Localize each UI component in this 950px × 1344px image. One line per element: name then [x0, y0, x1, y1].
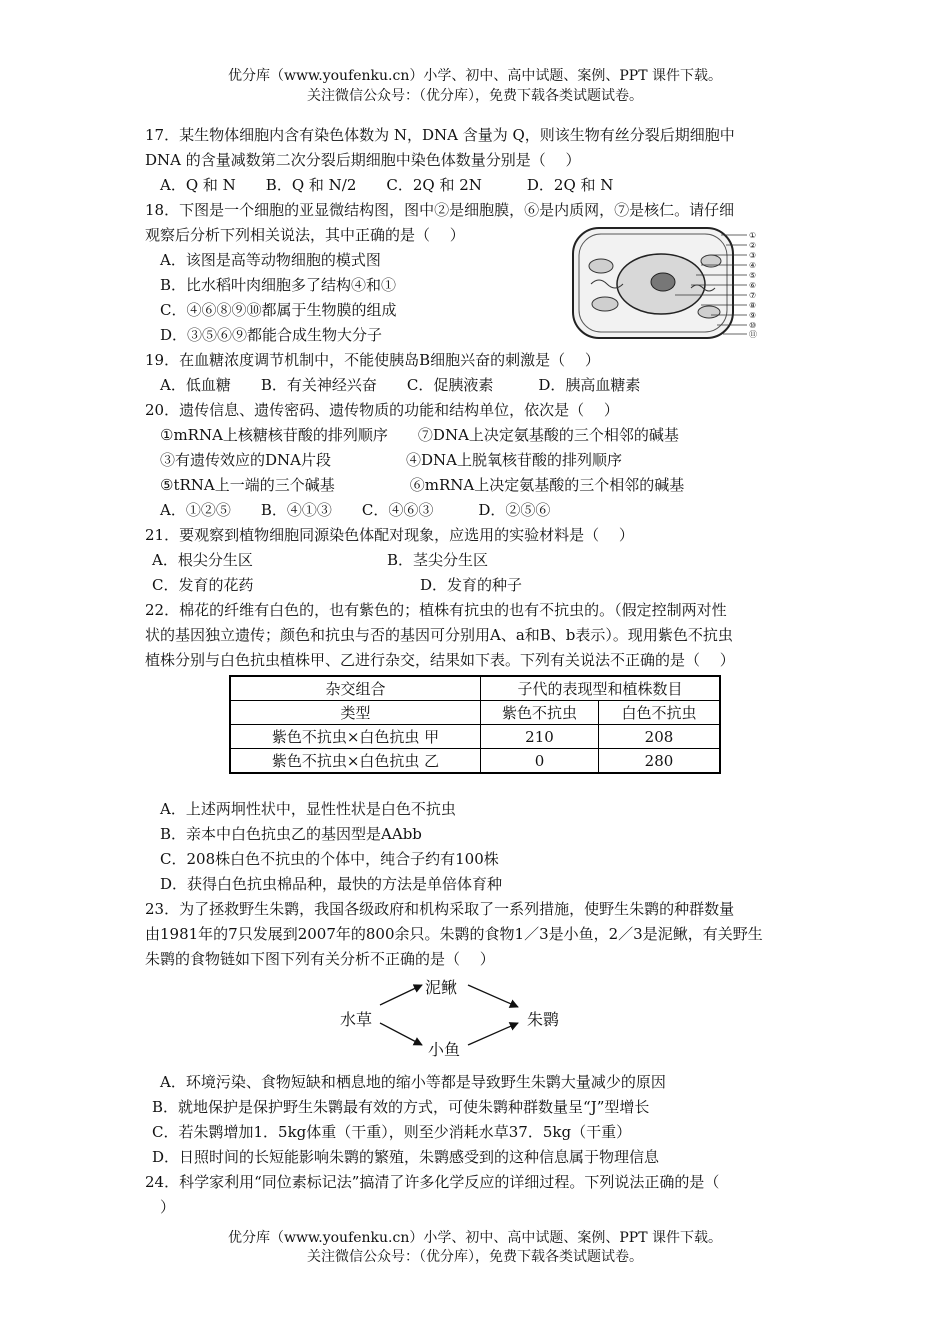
q22-stem-2: 状的基因独立遗传；颜色和抗虫与否的基因可分别用A、a和B、b表示）。现用紫色不抗虫 — [145, 626, 733, 644]
q17-stem-1: 17．某生物体细胞内含有染色体数为 N，DNA 含量为 Q，则该生物有丝分裂后期细胞中 — [145, 126, 735, 144]
q18-option-a: A．该图是高等动物细胞的模式图 — [160, 251, 381, 269]
footer-line-1: 优分库（www.youfenku.cn）小学、初中、高中试题、案例、PPT 课件下载。 — [227, 1230, 722, 1246]
q18-stem-1: 18．下图是一个细胞的亚显微结构图，图中②是细胞膜，⑥是内质网，⑦是核仁。请仔细 — [145, 201, 735, 219]
q20-item-2: ③有遗传效应的DNA片段 ④DNA上脱氧核苷酸的排列顺序 — [160, 451, 622, 469]
arrow-plant-to-loach — [380, 985, 422, 1005]
cell-ultrastructure-figure — [571, 226, 763, 342]
q20-options: A．①②⑤ B．④①③ C．④⑥③ D．②⑤⑥ — [160, 501, 551, 519]
q21-option-b: B．茎尖分生区 — [387, 551, 489, 569]
fig-label-9: ⑨ — [749, 311, 757, 320]
arrow-fish-to-ibis — [468, 1023, 518, 1045]
fig-label-7: ⑦ — [749, 291, 757, 300]
food-web-plant-label: 水草 — [340, 1010, 373, 1029]
q23-option-a: A．环境污染、食物短缺和栖息地的缩小等都是导致野生朱鹮大量减少的原因 — [160, 1073, 666, 1091]
q21-stem: 21．要观察到植物细胞同源染色体配对现象，应选用的实验材料是（ ） — [145, 526, 634, 544]
q24-stem-1: 24．科学家利用“同位素标记法”搞清了许多化学反应的详细过程。下列说法正确的是（ — [145, 1173, 720, 1191]
q17-stem-2: DNA 的含量减数第二次分裂后期细胞中染色体数量分别是（ ） — [145, 151, 581, 169]
table-row — [230, 725, 720, 749]
fig-label-8: ⑧ — [749, 301, 757, 310]
fig-label-1: ① — [749, 231, 757, 240]
fig-label-2: ② — [749, 241, 757, 250]
q20-item-3: ⑤tRNA上一端的三个碱基 ⑥mRNA上决定氨基酸的三个相邻的碱基 — [160, 476, 685, 494]
arrow-loach-to-ibis — [468, 985, 518, 1007]
table-header-cross: 杂交组合 — [230, 676, 481, 701]
table-cell-purple: 0 — [481, 749, 599, 774]
table-cell-cross: 紫色不抗虫×白色抗虫 甲 — [230, 725, 481, 749]
arrow-plant-to-fish — [380, 1023, 422, 1045]
q23-stem-2: 由1981年的7只发展到2007年的800余只。朱鹮的食物1／3是小鱼，2／3是泥鳅，有关野生 — [145, 925, 763, 943]
q19-stem: 19．在血糖浓度调节机制中，不能使胰岛B细胞兴奋的刺激是（ ） — [145, 351, 600, 369]
food-web-fish-label: 小鱼 — [428, 1040, 461, 1059]
q22-option-a: A．上述两坰性状中，显性性状是白色不抗虫 — [160, 800, 456, 818]
q23-option-c: C．若朱鹮增加1．5kg体重（干重），则至少消耗水草37．5kg（干重） — [152, 1123, 632, 1141]
q21-option-c: C．发育的花药 — [152, 576, 254, 594]
fig-label-4: ④ — [749, 261, 757, 270]
q23-option-d: D．日照时间的长短能影响朱鹮的繁殖，朱鹮感受到的这种信息属于物理信息 — [152, 1148, 660, 1166]
q24-stem-2: ） — [160, 1198, 176, 1216]
fig-label-3: ③ — [749, 251, 757, 260]
q21-option-d: D．发育的种子 — [420, 576, 523, 594]
q20-stem: 20．遗传信息、遗传密码、遗传物质的功能和结构单位，依次是（ ） — [145, 401, 619, 419]
q23-stem-1: 23．为了拯救野生朱鹮，我国各级政府和机构采取了一系列措施，使野生朱鹮的种群数量 — [145, 900, 735, 918]
q17-options: A．Q 和 N B．Q 和 N/2 C．2Q 和 2N D．2Q 和 N — [160, 176, 614, 194]
food-web-ibis-label: 朱鹮 — [527, 1010, 560, 1029]
fig-label-10: ⑩ — [749, 321, 757, 330]
q20-item-1: ①mRNA上核糖核苷酸的排列顺序 ⑦DNA上决定氨基酸的三个相邻的碱基 — [160, 426, 679, 444]
food-web-loach-label: 泥鳅 — [425, 978, 458, 997]
q22-stem-1: 22．棉花的纤维有白色的，也有紫色的；植株有抗虫的也有不抗虫的。（假定控制两对性 — [145, 601, 727, 619]
table-cell-purple: 210 — [481, 725, 599, 749]
table-header-purple: 紫色不抗虫 — [481, 701, 599, 725]
table-cell-cross: 紫色不抗虫×白色抗虫 乙 — [230, 749, 481, 774]
q18-option-d: D．③⑤⑥⑨都能合成生物大分子 — [160, 326, 383, 344]
table-row — [230, 749, 720, 774]
q23-stem-3: 朱鹮的食物链如下图下列有关分析不正确的是（ ） — [145, 950, 495, 968]
table-cell-white: 208 — [599, 725, 721, 749]
q23-option-b: B．就地保护是保护野生朱鹮最有效的方式，可使朱鹮种群数量呈“J”型增长 — [152, 1098, 650, 1116]
fig-label-11: ⑪ — [749, 330, 757, 339]
q18-option-c: C．④⑥⑧⑨⑩都属于生物膜的组成 — [160, 301, 397, 319]
table-cell-white: 280 — [599, 749, 721, 774]
cross-results-table — [229, 675, 721, 774]
table-header-white: 白色不抗虫 — [599, 701, 721, 725]
q18-stem-2: 观察后分析下列相关说法，其中正确的是（ ） — [145, 226, 465, 244]
header-line-1: 优分库（www.youfenku.cn）小学、初中、高中试题、案例、PPT 课件下载。 — [227, 68, 722, 84]
fig-label-6: ⑥ — [749, 281, 757, 290]
q22-option-b: B．亲本中白色抗虫乙的基因型是AAbb — [160, 825, 422, 843]
table-header-type: 类型 — [230, 701, 481, 725]
q22-option-d: D．获得白色抗虫棉品种，最快的方法是单倍体育种 — [160, 875, 503, 893]
table-header-offspring: 子代的表现型和植株数目 — [481, 676, 721, 701]
header-line-2: 关注微信公众号：（优分库），免费下载各类试题试卷。 — [307, 88, 643, 104]
q21-option-a: A．根尖分生区 — [152, 551, 253, 569]
q19-options: A．低血糖 B．有关神经兴奋 C．促胰液素 D．胰高血糖素 — [160, 376, 641, 394]
fig-label-5: ⑤ — [749, 271, 757, 280]
q22-stem-3: 植株分别与白色抗虫植株甲、乙进行杂交，结果如下表。下列有关说法不正确的是（ ） — [145, 651, 735, 669]
q18-option-b: B．比水稻叶肉细胞多了结构④和① — [160, 276, 397, 294]
q22-option-c: C．208株白色不抗虫的个体中，纯合子约有100株 — [160, 850, 499, 868]
footer-line-2: 关注微信公众号：（优分库），免费下载各类试题试卷。 — [307, 1249, 643, 1265]
